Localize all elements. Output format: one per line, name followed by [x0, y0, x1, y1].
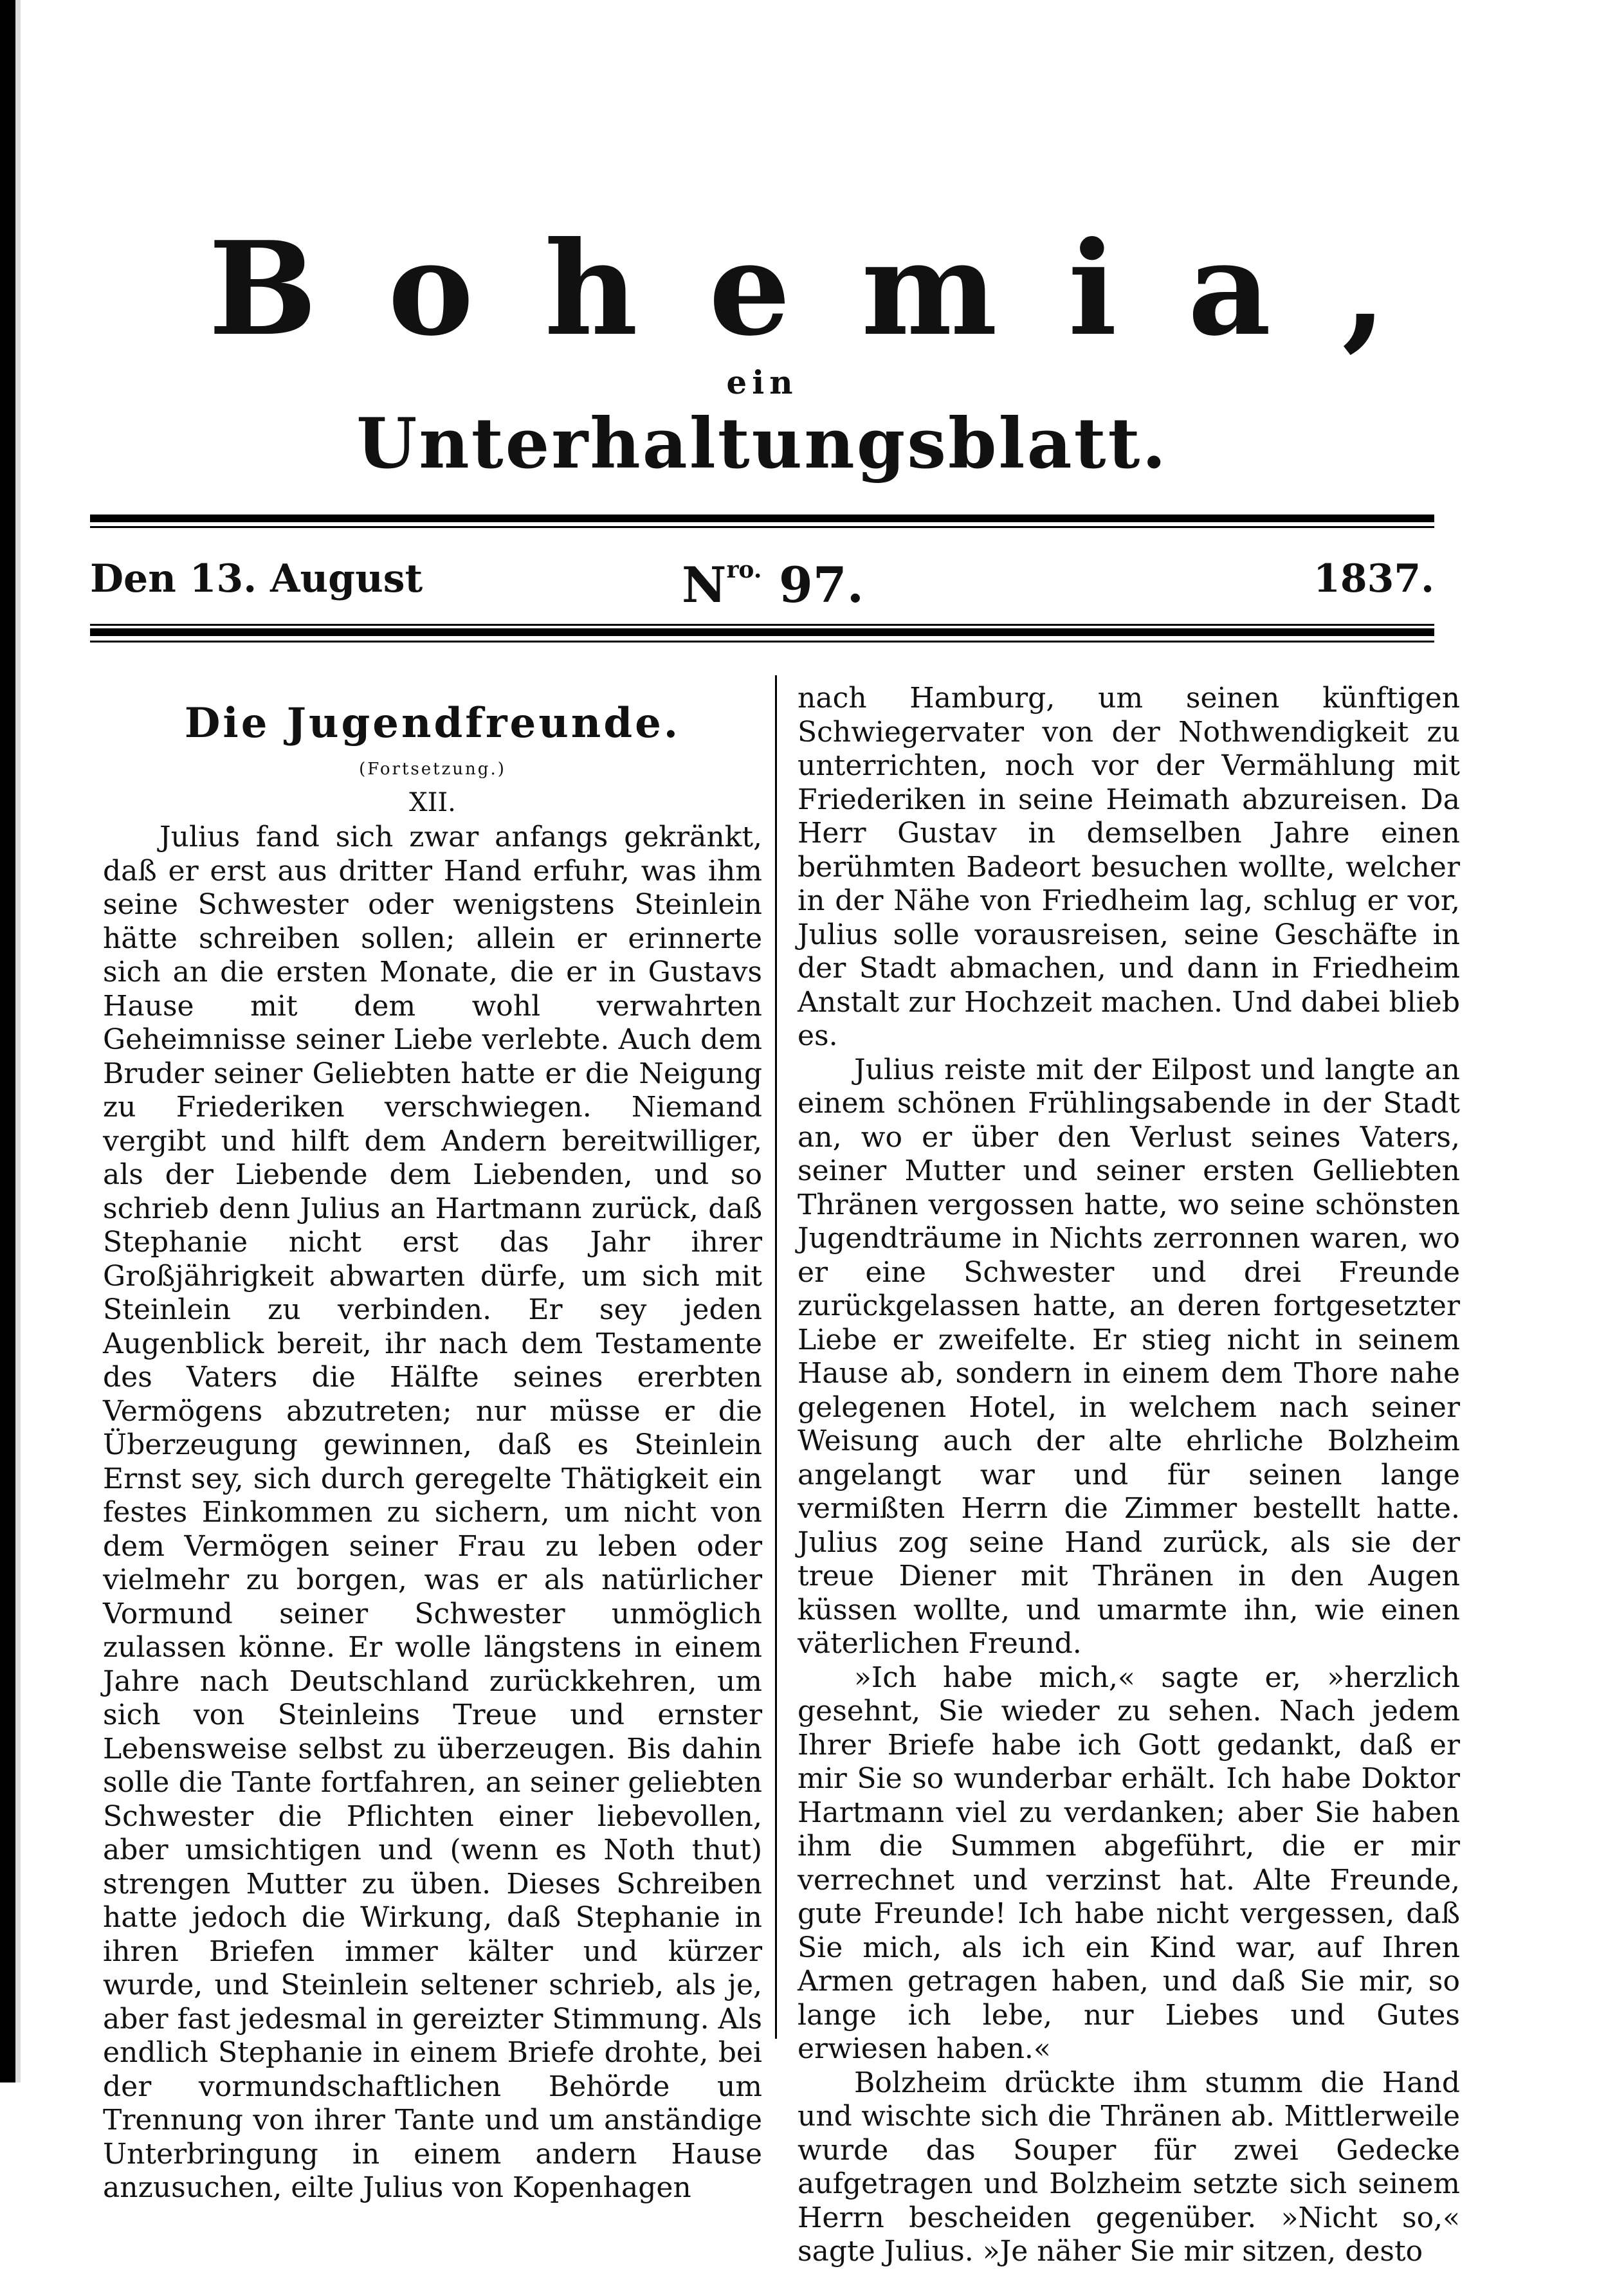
issue-number-value: 97. — [778, 556, 864, 614]
scan-left-edge-shadow — [15, 0, 21, 2082]
bottom-rule-thick — [90, 628, 1434, 636]
paragraph: Julius reiste mit der Eilpost und langte an einem schönen Frühlingsabende in der Stadt an, wo er über den Verlust seines Vaters, seiner Mutter und seiner ersten Gelliebten Thränen vergossen hatte, wo seine schönsten Jugendträume in Nichts zerronnen waren, wo er eine Schwester und drei Freunde zurückgelassen hatte, an deren fortgesetzter Liebe er zweifelte. Er stieg nicht in seinem Hause ab, sondern in einem dem Thore nahe gelegenen Hotel, in welchem nach seiner Weisung auch der alte ehrliche Bolzheim angelangt war und für seinen lange vermißten Herrn die Zimmer bestellt hatte. Julius zog seine Hand zurück, als sie der treue Diener mit Thränen in den Augen küssen wollte, und umarmte ihn, wie einen väterlichen Freund. — [798, 1053, 1460, 1660]
article-note: (Fortsetzung.) — [359, 760, 506, 779]
issue-year: 1837. — [1313, 556, 1434, 601]
issue-number — [682, 556, 864, 614]
left-column — [103, 682, 762, 2205]
scan-left-edge — [0, 0, 15, 2082]
newspaper-subtitle-small: ein — [726, 363, 798, 401]
paragraph: Julius fand sich zwar anfangs gekränkt, daß er erst aus dritter Hand erfuhr, was ihm seine Schwester oder wenigstens Steinlein hätte schreiben sollen; allein er erinnerte sich an die ersten Monate, die er in Gustavs Hause mit dem wohl verwahrten Geheimnisse seiner Liebe verlebte. Auch dem Bruder seiner Geliebten hatte er die Neigung zu Friederiken verschwiegen. Niemand vergibt und hilft dem Andern bereitwilliger, als der Liebende dem Liebenden, und so schrieb denn Julius an Hartmann zurück, daß Stephanie nicht erst das Jahr ihrer Großjährigkeit abwarten dürfe, um sich mit Steinlein zu verbinden. Er sey jeden Augenblick bereit, ihr nach dem Testamente des Vaters die Hälfte seines ererbten Vermögens abzutreten; nur müsse er die Überzeugung gewinnen, daß es Steinlein Ernst sey, sich durch geregelte Thätigkeit ein festes Einkommen zu sichern, um nicht von dem Vermögen seiner Frau zu leben oder vielmehr zu borgen, was er als natürlicher Vormund seiner Schwester unmöglich zulassen könne. Er wolle längstens in einem Jahre nach Deutschland zurückkehren, um sich von Steinleins Treue und ernster Lebensweise selbst zu überzeugen. Bis dahin solle die Tante fortfahren, an seiner geliebten Schwester die Pflichten einer liebevollen, aber umsichtigen und (wenn es Noth thut) strengen Mutter zu üben. Dieses Schreiben hatte jedoch die Wirkung, daß Stephanie in ihren Briefen immer kälter und kürzer wurde, und Steinlein seltener schrieb, als je, aber fast jedesmal in gereizter Stimmung. Als endlich Stephanie in einem Briefe drohte, bei der vormundschaftlichen Behörde um Trennung von ihrer Tante und um anständige Unterbringung in einem andern Hause anzusuchen, eilte Julius von Kopenhagen — [103, 821, 762, 2204]
top-rule-thin — [90, 526, 1434, 528]
issue-number-prefix: N — [682, 556, 727, 614]
paragraph: »Ich habe mich,« sagte er, »herzlich gesehnt, Sie wieder zu sehen. Nach jedem Ihrer Briefe habe ich Gott gedankt, daß er mir Sie so wunderbar erhält. Ich habe Doktor Hartmann viel zu verdanken; aber Sie haben ihm die Summen abgeführt, die er mir verrechnet und verzinst hat. Alte Freunde, gute Freunde! Ich habe nicht vergessen, daß Sie mich, als ich ein Kind war, auf Ihren Armen getragen haben, und daß Sie mir, so lange ich lebe, nur Liebes und Gutes erwiesen haben.« — [798, 1661, 1460, 2065]
paragraph: nach Hamburg, um seinen künftigen Schwiegervater von der Nothwendigkeit zu unterrichten, noch vor der Vermählung mit Friederiken in seine Heimath abzureisen. Da Herr Gustav in demselben Jahre einen berühmten Badeort besuchen wollte, welcher in der Nähe von Friedheim lag, schlug er vor, Julius solle vorausreisen, seine Geschäfte in der Stadt abmachen, und dann in Friedheim Anstalt zur Hochzeit machen. Und dabei blieb es. — [798, 682, 1460, 1052]
chapter-number: XII. — [409, 788, 456, 817]
top-rule-thick — [90, 515, 1434, 522]
column-divider — [775, 675, 777, 2039]
newspaper-title: Bohemia, — [208, 214, 1457, 365]
bottom-rule-thin-2 — [90, 641, 1434, 642]
newspaper-subtitle: Unterhaltungsblatt. — [356, 403, 1168, 484]
paragraph: Bolzheim drückte ihm stumm die Hand und wischte sich die Thränen ab. Mittlerweile wurde das Souper für zwei Gedecke aufgetragen und Bolzheim setzte sich seinem Herrn bescheiden gegenüber. »Nicht so,« sagte Julius. »Je näher Sie mir sitzen, desto — [798, 2066, 1460, 2268]
article-title: Die Jugendfreunde. — [184, 699, 681, 747]
issue-number-suffix: ro. — [726, 556, 762, 583]
bottom-rule-thin-1 — [90, 624, 1434, 626]
issue-date: Den 13. August — [90, 556, 423, 601]
right-column — [798, 682, 1460, 2269]
dateline — [90, 556, 1434, 614]
